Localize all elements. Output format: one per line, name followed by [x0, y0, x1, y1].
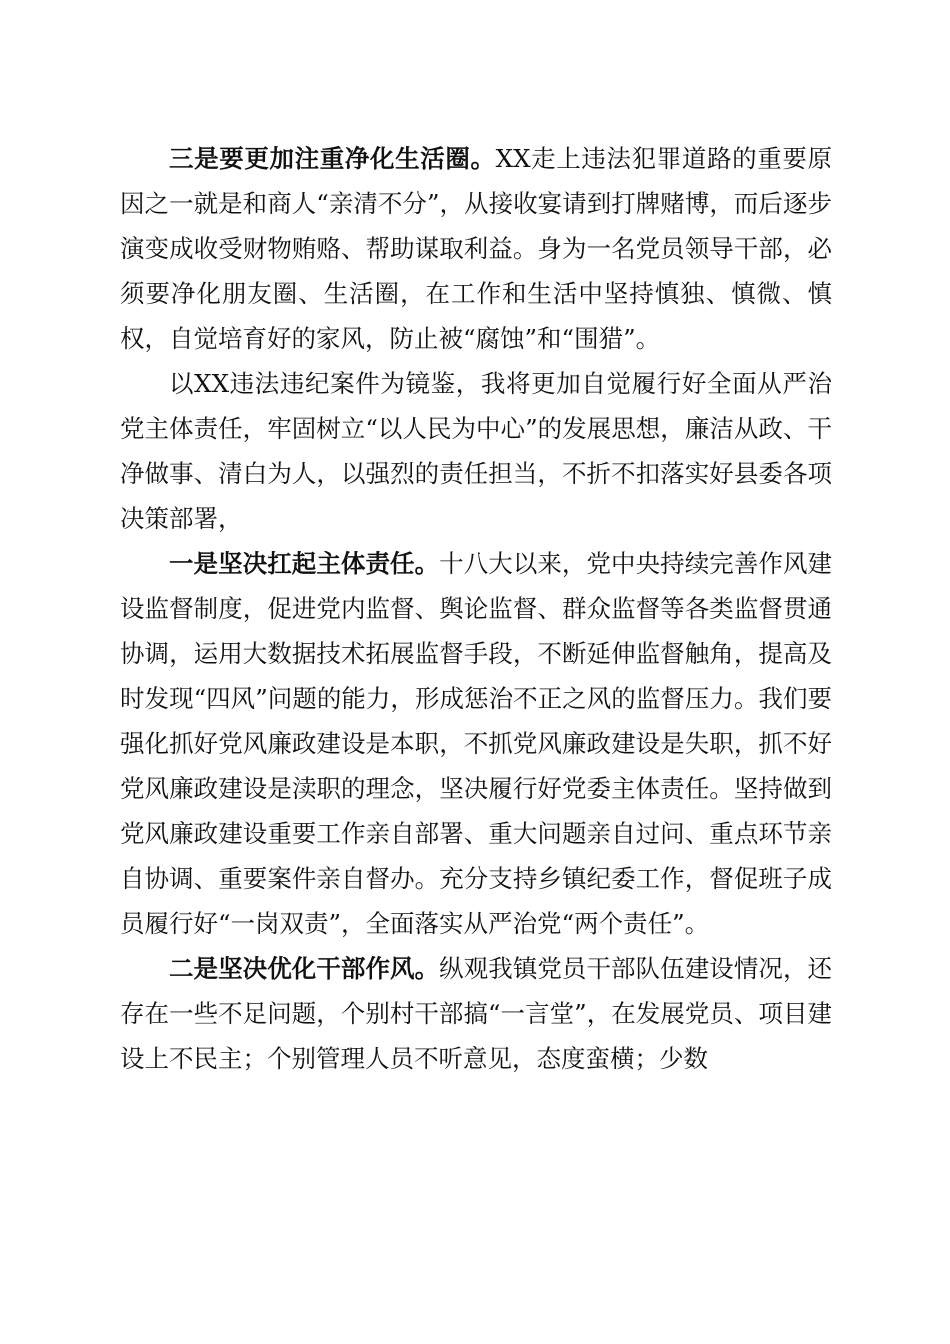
paragraph-text: 纵观我镇党员干部队伍建设情况，还存在一些不足问题，个别村干部搞“一言堂”，在发展党员、项目建设上不民主；个别管理人员不听意见，态度蛮横；少数: [120, 954, 833, 1073]
paragraph-text: XX走上违法犯罪道路的重要原因之一就是和商人“亲清不分”，从接收宴请到打牌赌博，而后逐步演变成收受财物贿赂、帮助谋取利益。身为一名党员领导干部，必须要净化朋友圈、生活圈，在工作和生活中坚持慎独、慎微、慎权，自觉培育好的家风，防止被“腐蚀”和“围猎”。: [120, 144, 832, 353]
paragraph-net-life-circle: [120, 136, 832, 361]
paragraph-cadre-style: [120, 946, 832, 1081]
document-body: [120, 136, 832, 1081]
paragraph-lead: 一是坚决扛起主体责任。: [169, 549, 440, 578]
paragraph-lead: 二是坚决优化干部作风。: [169, 954, 440, 983]
paragraph-lead: 三是要更加注重净化生活圈。: [169, 144, 496, 173]
paragraph-text: 十八大以来，党中央持续完善作风建设监督制度，促进党内监督、舆论监督、群众监督等各类监督贯通协调，运用大数据技术拓展监督手段，不断延伸监督触角，提高及时发现“四风”问题的能力，形成惩治不正之风的监督压力。我们要强化抓好党风廉政建设是本职，不抓党风廉政建设是失职，抓不好党风廉政建设是渎职的理念，坚决履行好党委主体责任。坚持做到党风廉政建设重要工作亲自部署、重大问题亲自过问、重点环节亲自协调、重要案件亲自督办。充分支持乡镇纪委工作，督促班子成员履行好“一岗双责”，全面落实从严治党“两个责任”。: [120, 549, 833, 938]
paragraph-main-responsibility: [120, 541, 832, 946]
paragraph-case-reflection: [120, 361, 832, 541]
paragraph-text: 以XX违法违纪案件为镜鉴，我将更加自觉履行好全面从严治党主体责任，牢固树立“以人民为中心”的发展思想，廉洁从政、干净做事、清白为人，以强烈的责任担当，不折不扣落实好县委各项决策部署，: [120, 369, 832, 533]
